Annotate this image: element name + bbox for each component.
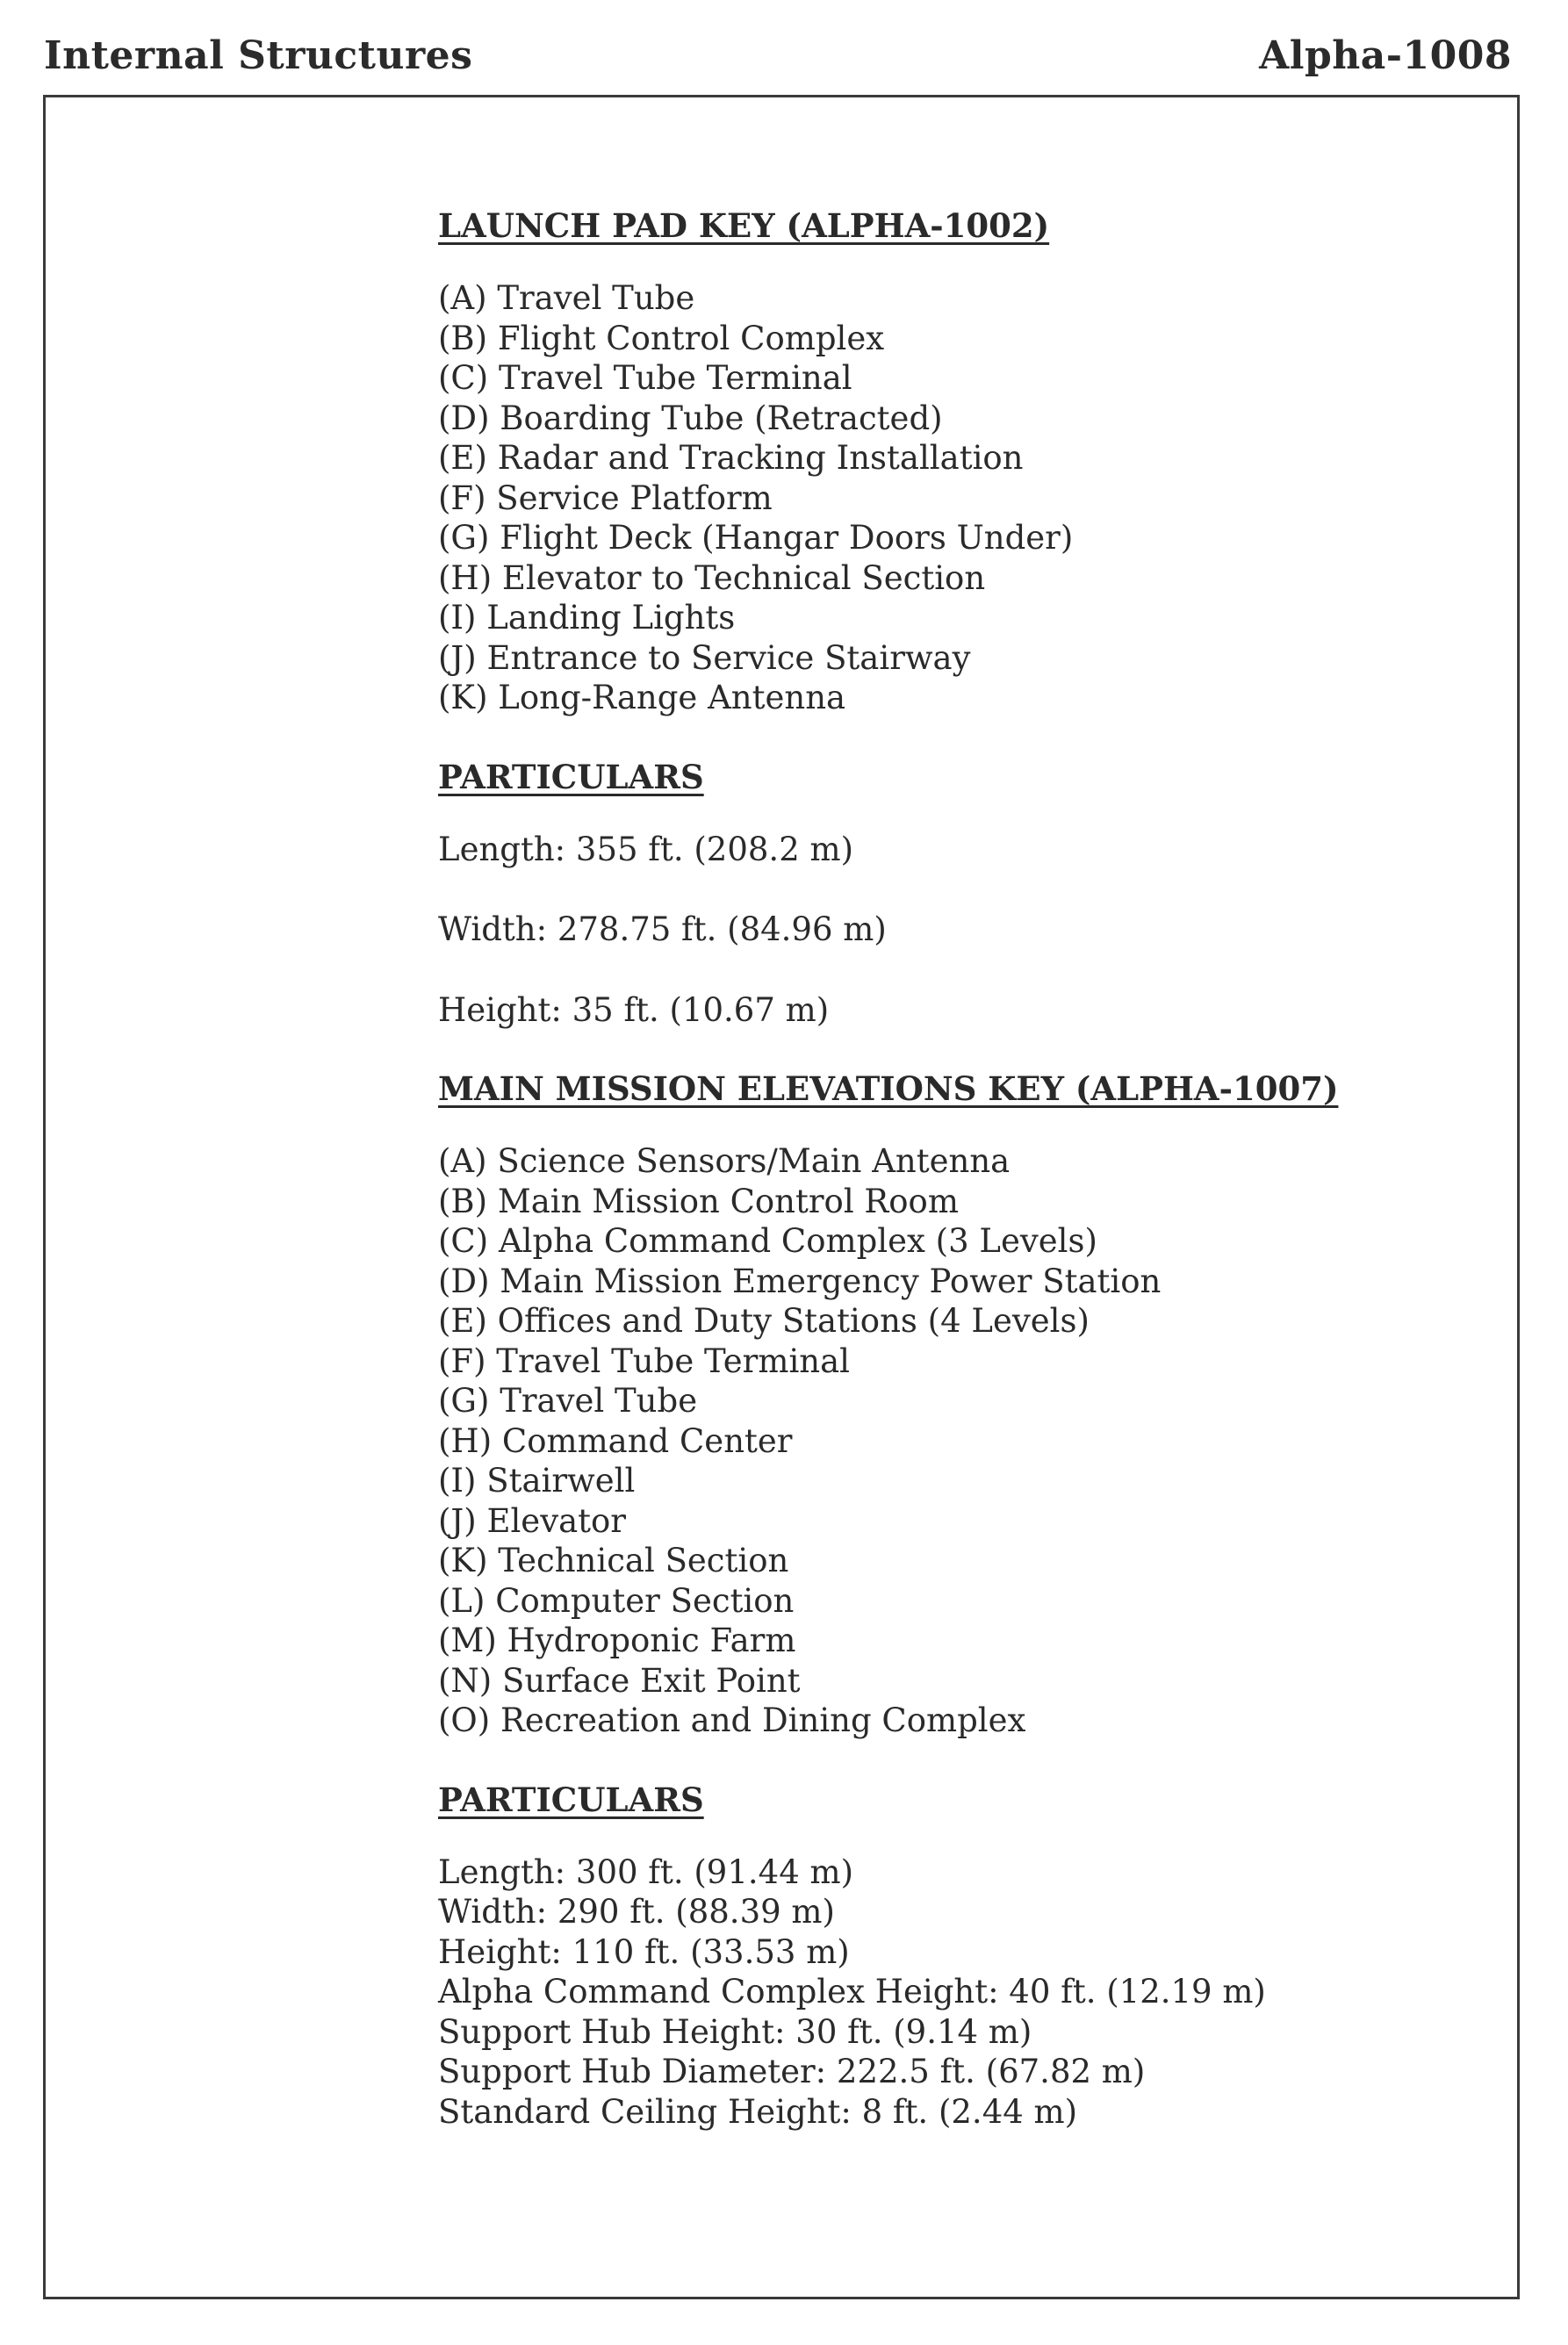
launch-pad-key-item: (I) Landing Lights [438, 599, 736, 637]
main-mission-key-item: (H) Command Center [438, 1421, 793, 1460]
launch-pad-key-item: (E) Radar and Tracking Installation [438, 439, 1024, 477]
launch-pad-key-item: (J) Entrance to Service Stairway [438, 638, 971, 677]
main-mission-key-item: (F) Travel Tube Terminal [438, 1342, 851, 1380]
launch-pad-key-item: (F) Service Platform [438, 478, 773, 517]
launch-pad-key-list [438, 278, 1448, 718]
launch-pad-key-title: LAUNCH PAD KEY (ALPHA-1002) [438, 206, 1050, 245]
page-header-code: Alpha-1008 [1259, 33, 1512, 78]
main-mission-particulars-list [438, 1852, 1448, 2133]
main-mission-particular-item: Height: 110 ft. (33.53 m) [438, 1932, 850, 1971]
launch-pad-particulars-title: PARTICULARS [438, 757, 704, 796]
main-mission-key-item: (D) Main Mission Emergency Power Station [438, 1262, 1162, 1300]
launch-pad-particular-item: Width: 278.75 ft. (84.96 m) [438, 910, 887, 948]
launch-pad-key-item: (C) Travel Tube Terminal [438, 359, 852, 397]
main-mission-particular-item: Support Hub Height: 30 ft. (9.14 m) [438, 2012, 1032, 2051]
main-mission-key-item: (B) Main Mission Control Room [438, 1182, 959, 1220]
launch-pad-key-item: (D) Boarding Tube (Retracted) [438, 399, 943, 437]
launch-pad-particular-item: Length: 355 ft. (208.2 m) [438, 830, 854, 868]
main-mission-key-item: (N) Surface Exit Point [438, 1661, 801, 1700]
launch-pad-key-item: (G) Flight Deck (Hangar Doors Under) [438, 519, 1074, 557]
launch-pad-key-item: (A) Travel Tube [438, 279, 695, 317]
main-mission-key-item: (M) Hydroponic Farm [438, 1622, 796, 1659]
main-mission-particulars-title: PARTICULARS [438, 1780, 704, 1819]
launch-pad-particulars-list [438, 830, 1448, 1031]
main-mission-key-item: (L) Computer Section [438, 1581, 795, 1620]
main-mission-key-item: (E) Offices and Duty Stations (4 Levels) [438, 1302, 1090, 1340]
main-mission-particular-item: Alpha Command Complex Height: 40 ft. (12.19 m) [438, 1973, 1266, 2011]
main-mission-key-item: (O) Recreation and Dining Complex [438, 1701, 1026, 1739]
main-mission-key-title: MAIN MISSION ELEVATIONS KEY (ALPHA-1007) [438, 1069, 1339, 1108]
launch-pad-particular-item: Height: 35 ft. (10.67 m) [438, 990, 830, 1029]
main-mission-key-item: (A) Science Sensors/Main Antenna [438, 1142, 1011, 1180]
main-mission-key-item: (J) Elevator [438, 1501, 626, 1540]
main-mission-key-list [438, 1141, 1448, 1741]
main-mission-key-item: (I) Stairwell [438, 1462, 636, 1500]
main-mission-key-item: (C) Alpha Command Complex (3 Levels) [438, 1222, 1097, 1260]
main-mission-key-item: (G) Travel Tube [438, 1382, 698, 1420]
main-mission-particular-item: Standard Ceiling Height: 8 ft. (2.44 m) [438, 2092, 1078, 2131]
launch-pad-key-item: (B) Flight Control Complex [438, 319, 885, 357]
launch-pad-key-item: (K) Long-Range Antenna [438, 679, 846, 716]
main-mission-particular-item: Support Hub Diameter: 222.5 ft. (67.82 m) [438, 2053, 1146, 2090]
launch-pad-key-item: (H) Elevator to Technical Section [438, 558, 986, 597]
main-mission-key-item: (K) Technical Section [438, 1542, 789, 1579]
main-mission-particular-item: Length: 300 ft. (91.44 m) [438, 1852, 854, 1891]
page-header-title: Internal Structures [44, 33, 473, 78]
content-column [438, 206, 1448, 2132]
main-mission-particular-item: Width: 290 ft. (88.39 m) [438, 1893, 835, 1931]
